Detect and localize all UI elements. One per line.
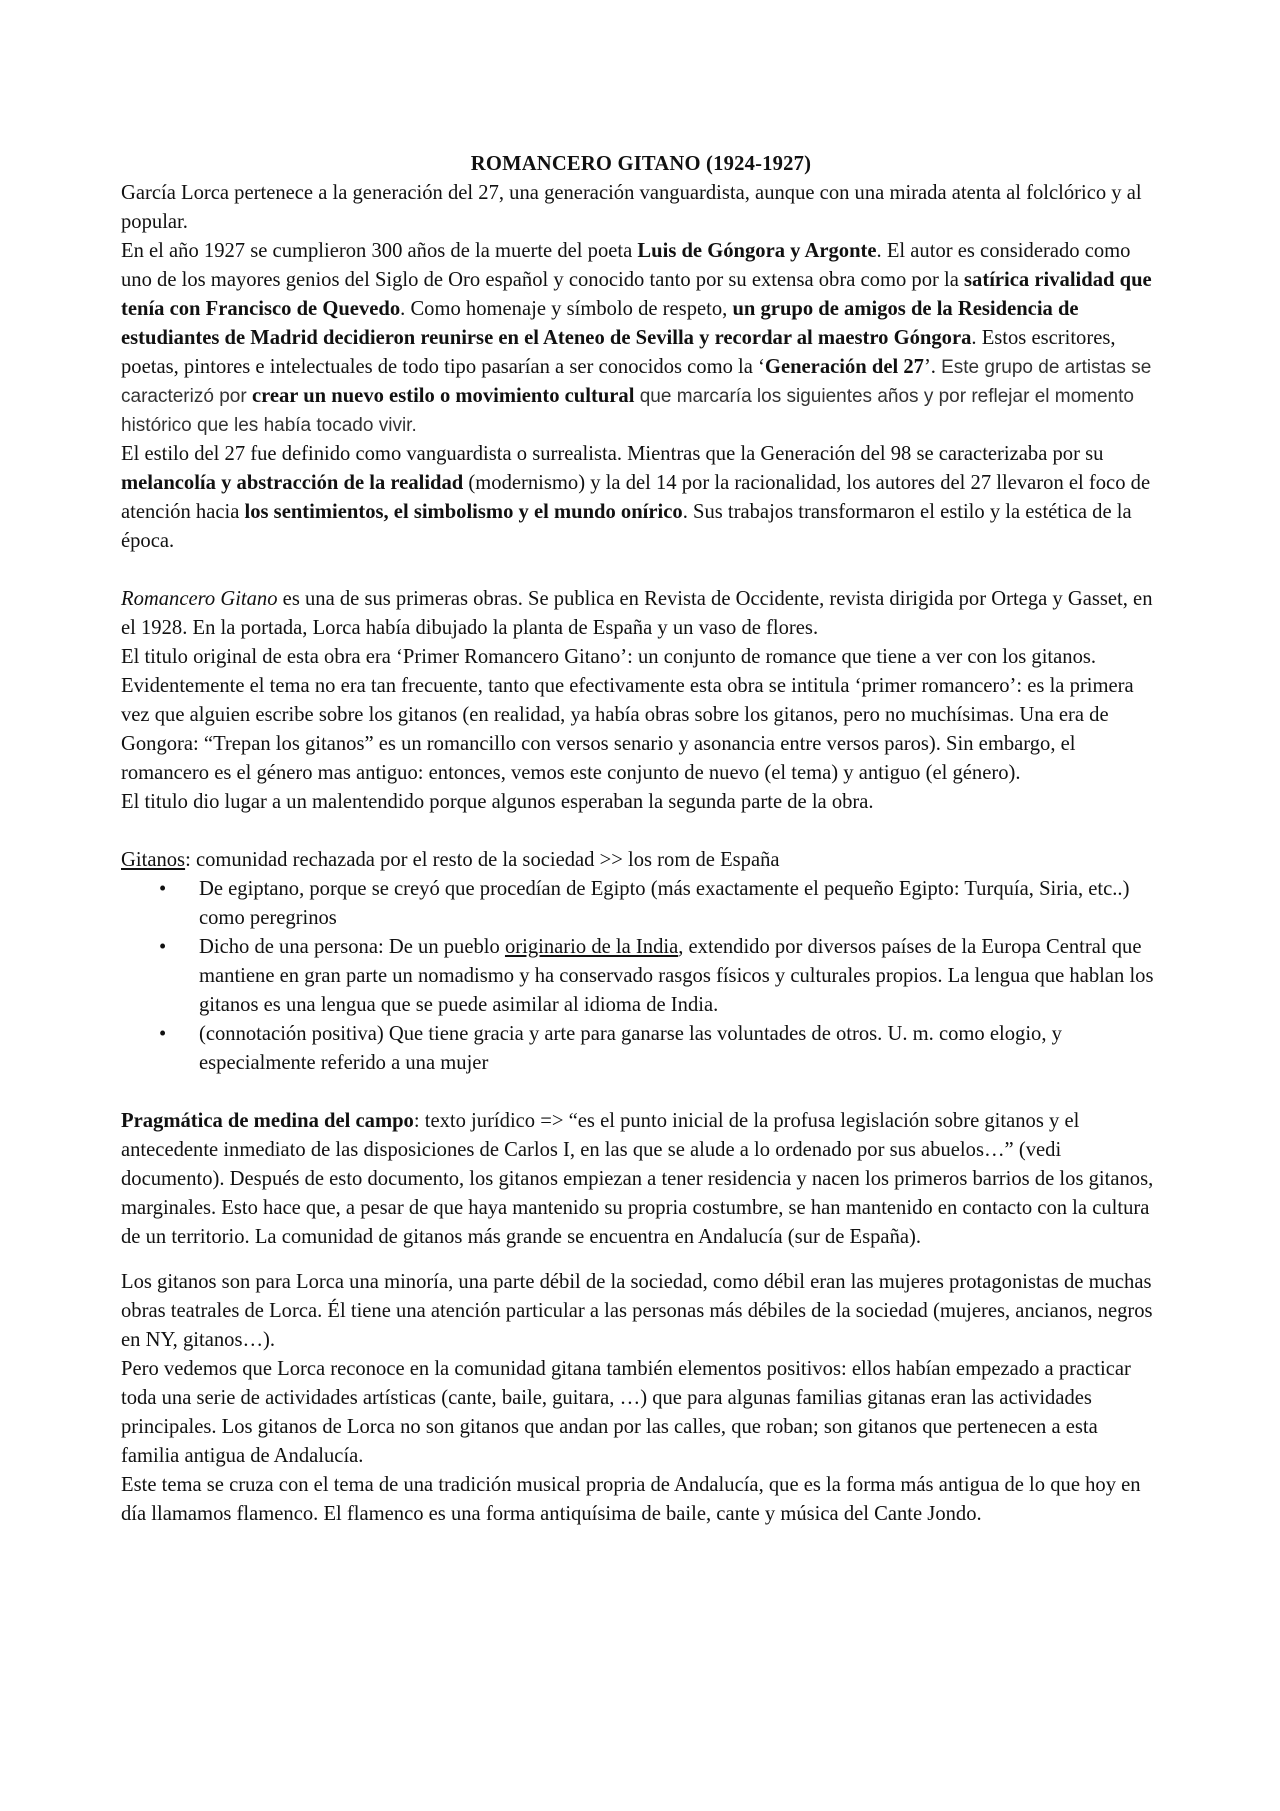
paragraph-gongora: [121, 237, 1161, 440]
text-run: . Como homenaje y símbolo de respeto,: [400, 298, 733, 320]
bold-run: un grupo de amigos de la Residencia de estudiantes de Madrid decidieron reunirse en el Ateneo de Sevilla y recordar al maestro Góngora: [121, 298, 1079, 349]
spacer: [121, 1252, 1161, 1268]
paragraph-flamenco: Este tema se cruza con el tema de una tradición musical propria de Andalucía, que es la forma más antigua de lo que hoy en día llamamos flamenco. El flamenco es una forma antiquísima de baile, cante y música del Cante Jondo.: [121, 1474, 1141, 1525]
paragraph-estilo-27: [121, 440, 1161, 556]
list-item-text: De egiptano, porque se creyó que procedían de Egipto (más exactamente el pequeño Egipto: Turquía, Siria, etc..) como peregrinos: [199, 878, 1130, 929]
spacer: [121, 556, 1161, 585]
bullet-icon: •: [159, 1023, 167, 1045]
list-item: [121, 933, 1161, 1020]
bold-run: crear un nuevo estilo o movimiento cultural: [251, 385, 635, 407]
list-item: [121, 1020, 1161, 1078]
list-item-text: Dicho de una persona: De un pueblo: [199, 936, 505, 958]
text-run: : comunidad rechazada por el resto de la sociedad >> los rom de España: [185, 849, 780, 871]
text-run: : texto jurídico => “es el punto inicial de la profusa legislación sobre gitanos y el antecedente inmediato de las disposiciones de Carlos I, en las que se alude a lo ordenado por sus abuelos…” (vedi documento). Después de esto documento, los gitanos empiezan a tener residencia y nacen los primeros barrios de los gitanos, marginales. Esto hace que, a pesar de que haya mantenido su propria costumbre, se han mantenido en contacto con la cultura de un territorio. La comunidad de gitanos más grande se encuentra en Andalucía (sur de España).: [121, 1110, 1154, 1248]
india-link[interactable]: originario de la India: [504, 936, 679, 958]
paragraph-elementos-positivos: Pero vedemos que Lorca reconoce en la comunidad gitana también elementos positivos: ellos habían empezado a practicar toda una serie de actividades artísticas (cante, baile, guitara, …) que para algunas familias gitanas eran las actividades principales. Los gitanos de Lorca no son gitanos que andan por las calles, que roban; son gitanos que pertenecen a esta familia antigua de Andalucía.: [121, 1358, 1131, 1467]
text-run: (modernismo) y la del 14 por la racionalidad, los autores del 27 llevaron el foco de atención hacia: [121, 472, 1151, 523]
bold-run: Generación del 27: [764, 356, 924, 378]
gitanos-list: [121, 875, 1161, 1078]
paragraph-minoria: Los gitanos son para Lorca una minoría, una parte débil de la sociedad, como débil eran las mujeres protagonistas de muchas obras teatrales de Lorca. Él tiene una atención particular a las personas más débiles de la sociedad (mujeres, ancianos, negros en NY, gitanos…).: [121, 1271, 1153, 1351]
text-run: En el año 1927 se cumplieron 300 años de la muerte del poeta: [121, 240, 638, 262]
bold-run: los sentimientos, el simbolismo y el mundo onírico: [244, 501, 683, 523]
gitanos-definition: [121, 846, 1161, 875]
list-item-text: (connotación positiva) Que tiene gracia y arte para ganarse las voluntades de otros. U. m. como elogio, y especialmente referido a una mujer: [199, 1023, 1062, 1074]
paragraph-intro: García Lorca pertenece a la generación del 27, una generación vanguardista, aunque con una mirada atenta al folclórico y al popular.: [121, 182, 1142, 233]
paragraph-romancero: [121, 585, 1161, 643]
bold-run: satírica rivalidad que tenía con Francisco de Quevedo: [121, 269, 1152, 320]
sans-run: Este grupo de artistas se caracterizó por: [121, 357, 1152, 407]
bold-run: melancolía y abstracción de la realidad: [121, 472, 464, 494]
spacer: [121, 817, 1161, 846]
bullet-icon: •: [159, 936, 167, 958]
document-body: [121, 150, 1161, 1529]
text-run: ’.: [923, 356, 942, 378]
paragraph-pragmatica: [121, 1107, 1161, 1252]
text-run: . El autor es considerado como uno de los mayores genios del Siglo de Oro español y conocido tanto por su extensa obra como por la: [121, 240, 1131, 291]
text-run: . Estos escritores, poetas, pintores e intelectuales de todo tipo pasarían a ser conocidos como la ‘: [121, 327, 1116, 378]
document-title: ROMANCERO GITANO (1924-1927): [470, 153, 812, 175]
list-item: [121, 875, 1161, 933]
sans-run: que marcaría los siguientes años y por reflejar el momento histórico que les había tocado vivir.: [121, 386, 1134, 436]
list-item-text: , extendido por diversos países de la Europa Central que mantiene en gran parte un nomadismo y ha conservado rasgos físicos y culturales propios. La lengua que hablan los gitanos es una lengua que se puede asimilar al idioma de India.: [199, 936, 1154, 1016]
spacer: [121, 1078, 1161, 1107]
gitanos-term: Gitanos: [121, 849, 186, 871]
paragraph-titulo-original: El titulo original de esta obra era ‘Primer Romancero Gitano’: un conjunto de romance que tiene a ver con los gitanos. Evidentemente el tema no era tan frecuente, tanto que efectivamente esta obra se intitula ‘primer romancero’: es la primera vez que alguien escribe sobre los gitanos (en realidad, ya había obras sobre los gitanos, pero no muchísimas. Una era de Gongora: “Trepan los gitanos” es un romancillo con versos senario y asonancia entre versos paros). Sin embargo, el romancero es el género mas antiguo: entonces, vemos este conjunto de nuevo (el tema) y antiguo (el género).: [121, 646, 1134, 784]
bold-run: Pragmática de medina del campo: [121, 1110, 414, 1132]
text-run: . Sus trabajos transformaron el estilo y la estética de la época.: [121, 501, 1132, 552]
paragraph-malentendido: El titulo dio lugar a un malentendido porque algunos esperaban la segunda parte de la obra.: [121, 791, 874, 813]
text-run: El estilo del 27 fue definido como vanguardista o surrealista. Mientras que la Generación del 98 se caracterizaba por su: [121, 443, 1104, 465]
text-run: es una de sus primeras obras. Se publica en Revista de Occidente, revista dirigida por Ortega y Gasset, en el 1928. En la portada, Lorca había dibujado la planta de España y un vaso de flores.: [121, 588, 1153, 639]
bold-run: Luis de Góngora y Argonte: [637, 240, 877, 262]
italic-run: Romancero Gitano: [121, 588, 278, 610]
bullet-icon: •: [159, 878, 167, 900]
